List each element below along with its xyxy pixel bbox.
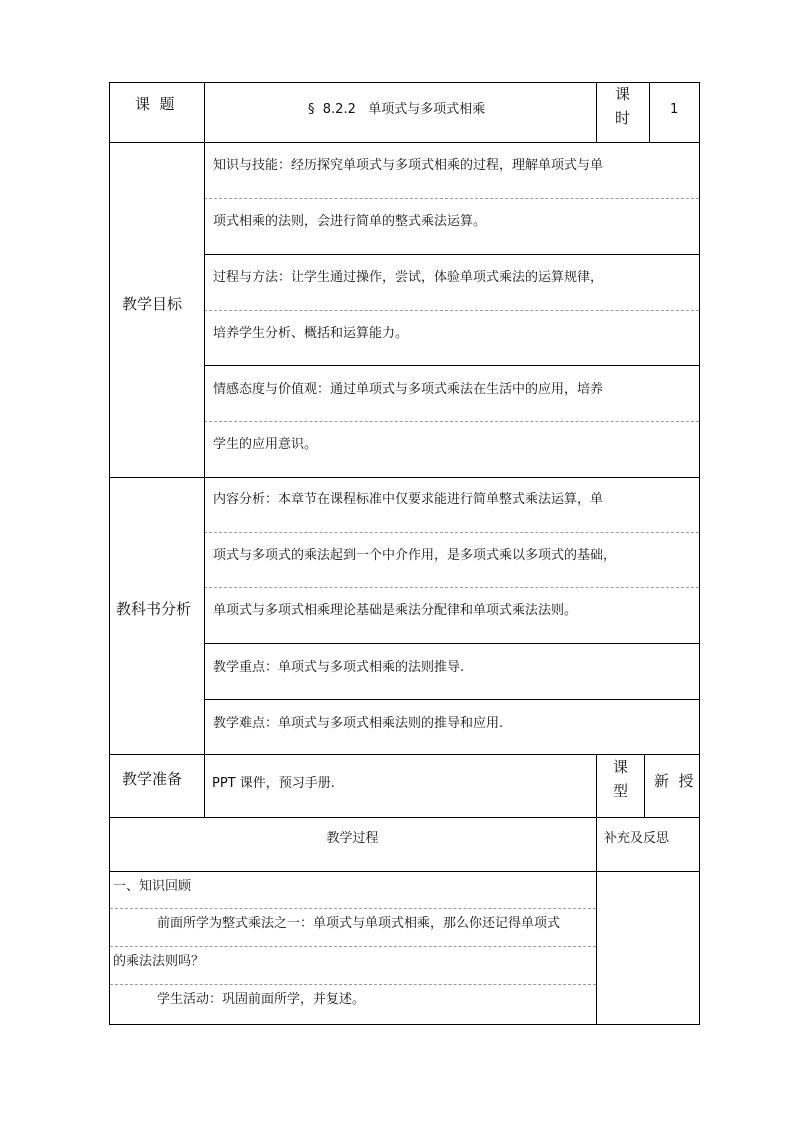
process-line: 的乘法法则吗？ <box>113 954 205 969</box>
analysis-line: 教学重点：单项式与多项式相乘的法则推导. <box>213 660 465 675</box>
goals-line: 知识与技能：经历探究单项式与多项式相乘的过程，理解单项式与单 <box>213 158 604 173</box>
hours-value: 1 <box>670 102 679 117</box>
rule-line <box>110 946 596 947</box>
row-divider <box>109 754 700 755</box>
goals-line: 培养学生分析、概括和运算能力。 <box>213 326 409 341</box>
hours-label-2: 时 <box>615 109 631 127</box>
goals-label: 教学目标 <box>122 295 183 313</box>
goals-line: 学生的应用意识。 <box>213 437 318 452</box>
goals-line: 项式相乘的法则，会进行简单的整式乘法运算。 <box>213 214 487 229</box>
topic-label: 课 题 <box>135 95 175 113</box>
process-header-divider <box>109 871 700 872</box>
type-value-divider <box>644 754 645 817</box>
row-divider <box>109 477 700 478</box>
process-line: 学生活动：巩固前面所学，并复述。 <box>157 992 366 1007</box>
type-value: 新 授 <box>654 772 694 790</box>
rule-line <box>204 198 699 199</box>
process-title: 教学过程 <box>326 831 379 846</box>
analysis-label: 教科书分析 <box>116 600 192 618</box>
hours-label-divider <box>596 82 597 142</box>
rule-line <box>204 532 699 533</box>
analysis-line: 教学难点：单项式与多项式相乘法则的推导和应用. <box>213 716 504 731</box>
topic-value: § 8.2.2 单项式与多项式相乘 <box>308 102 486 117</box>
process-line: 前面所学为整式乘法之一：单项式与单项式相乘，那么你还记得单项式 <box>157 916 561 931</box>
analysis-line: 单项式与多项式相乘理论基础是乘法分配律和单项式乘法法则。 <box>213 603 578 618</box>
rule-line <box>204 310 699 311</box>
rule-line <box>110 908 596 909</box>
goals-line: 过程与方法：让学生通过操作，尝试，体验单项式乘法的运算规律， <box>213 270 604 285</box>
analysis-line: 内容分析：本章节在课程标准中仅要求能进行简单整式乘法运算，单 <box>213 492 604 507</box>
goals-line: 情感态度与价值观：通过单项式与多项式乘法在生活中的应用，培养 <box>213 382 604 397</box>
rule-line <box>110 984 596 985</box>
row-divider <box>109 817 700 818</box>
border-bottom <box>109 1024 700 1025</box>
type-label-2: 型 <box>613 782 629 800</box>
prep-label: 教学准备 <box>122 770 183 788</box>
border-top <box>109 82 700 83</box>
analysis-line: 项式与多项式的乘法起到一个中介作用，是多项式乘以多项式的基础， <box>213 548 617 563</box>
analysis-divider <box>204 699 700 700</box>
hours-value-divider <box>649 82 650 142</box>
border-right <box>699 82 700 1025</box>
type-label-divider <box>596 754 597 817</box>
label-column-divider <box>204 82 205 817</box>
type-label-1: 课 <box>613 758 629 776</box>
reflection-column-divider <box>596 817 597 1024</box>
goals-divider <box>204 365 700 366</box>
row-divider <box>109 142 700 143</box>
hours-label-1: 课 <box>615 85 631 103</box>
prep-value: PPT 课件，预习手册. <box>212 776 335 791</box>
border-left <box>109 82 110 1025</box>
process-line: 一、知识回顾 <box>113 879 192 894</box>
rule-line <box>204 587 699 588</box>
goals-divider <box>204 254 700 255</box>
rule-line <box>204 421 699 422</box>
analysis-divider <box>204 643 700 644</box>
process-side-title: 补充及反思 <box>604 831 670 846</box>
